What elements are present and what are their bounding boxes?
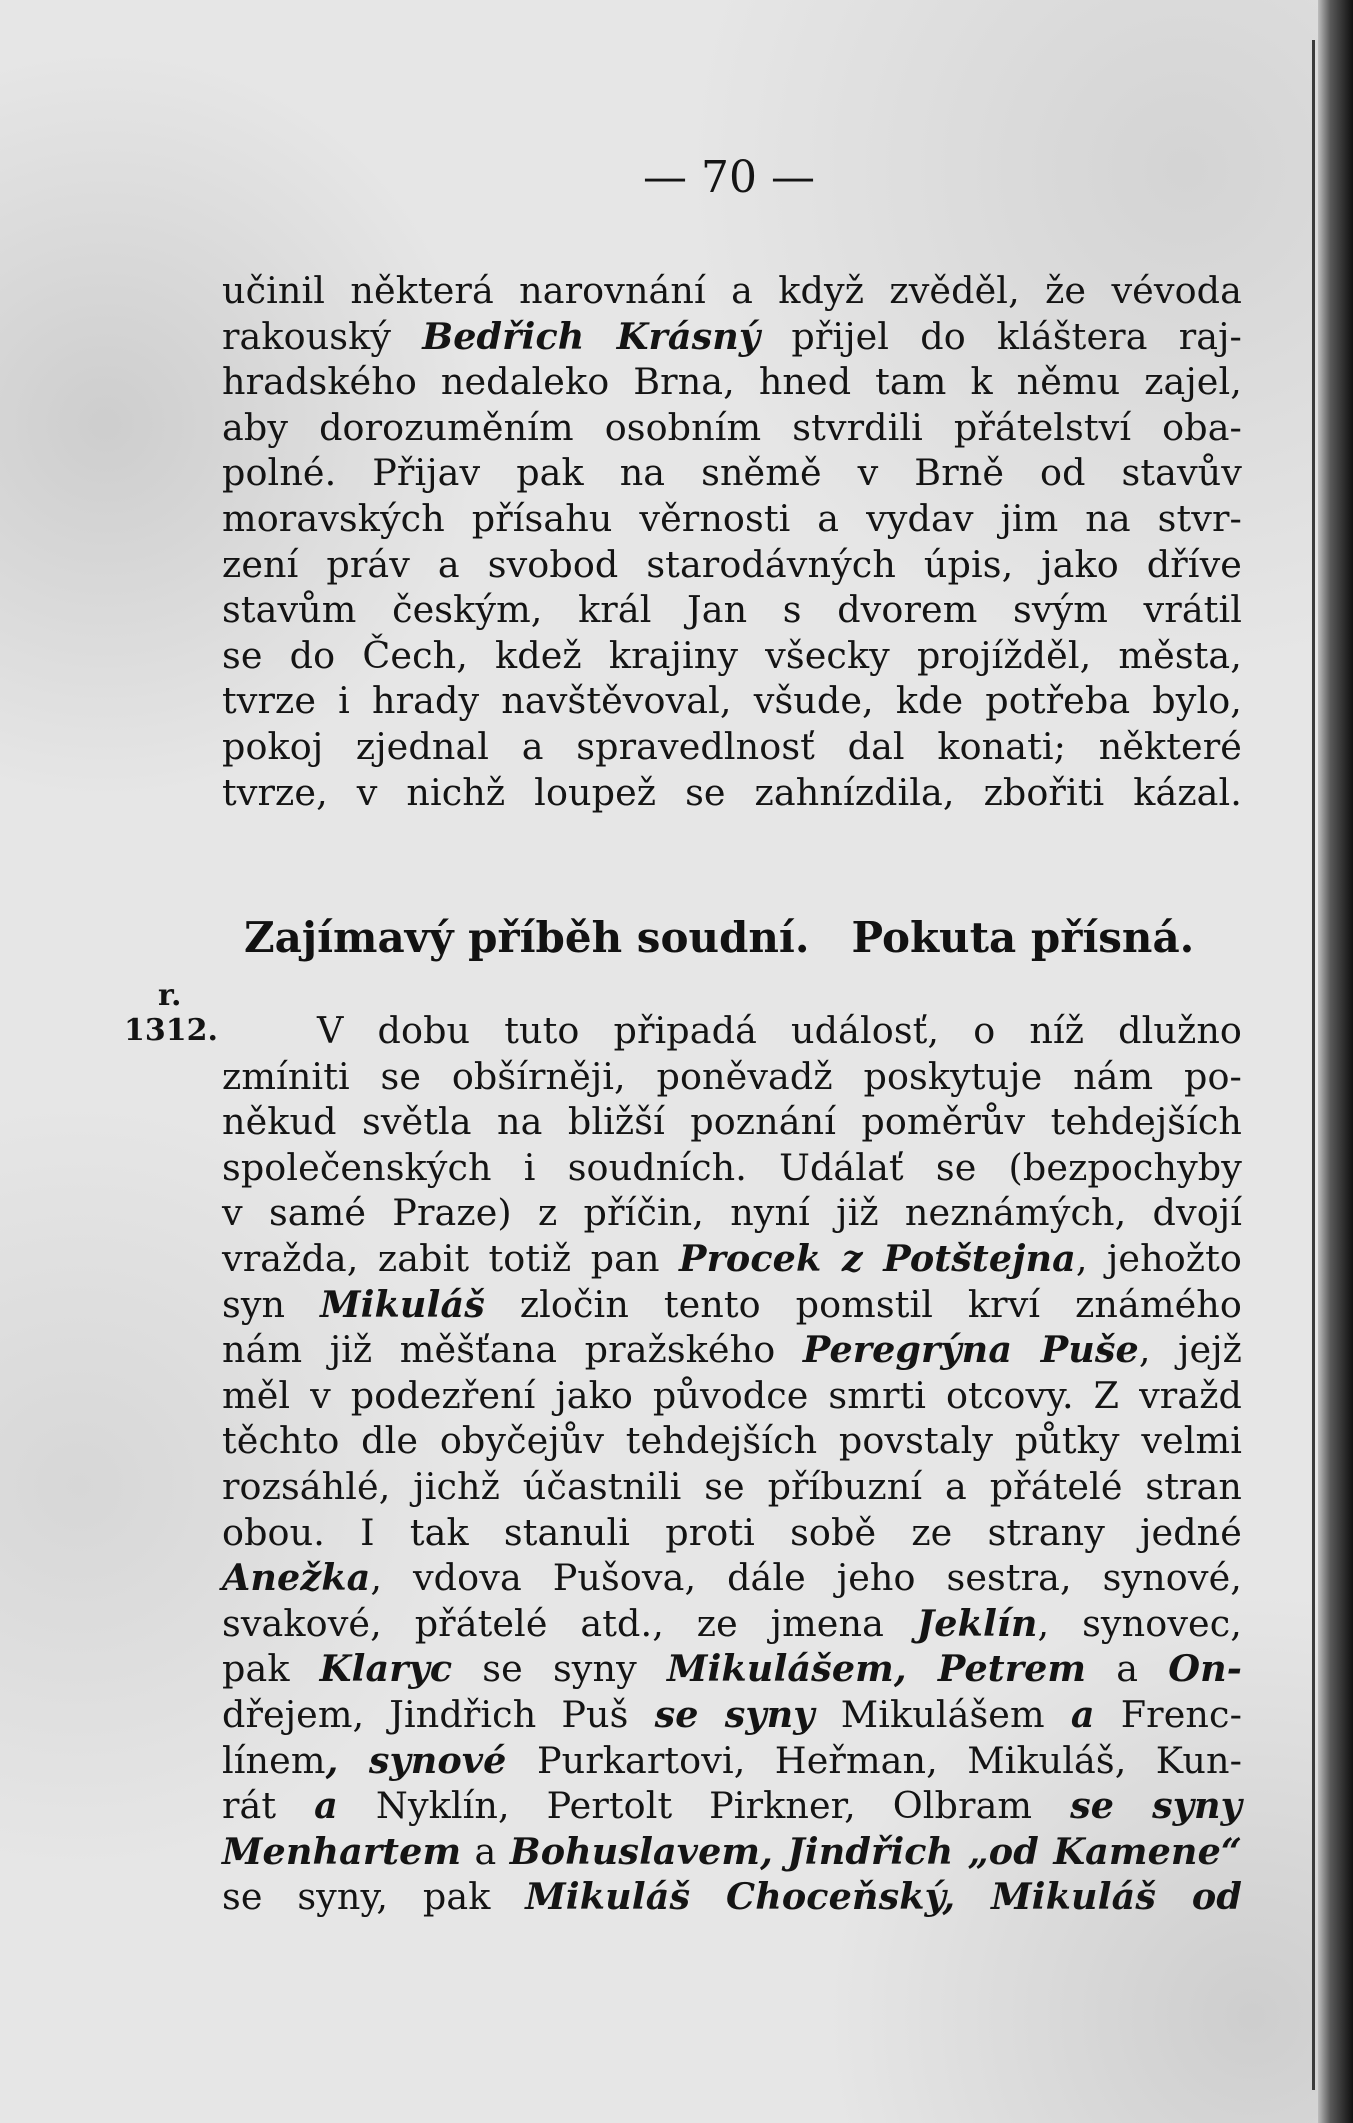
text-segment: vražda, zabit totiž pan xyxy=(222,1236,680,1280)
text-line xyxy=(222,450,1242,496)
italic-name: Menhartem xyxy=(222,1829,462,1873)
text-segment: stavům českým, král Jan s dvorem svým vrátil xyxy=(222,588,1242,632)
italic-name: Procek z Potštejna xyxy=(679,1236,1076,1280)
text-segment: aby dorozuměním osobním stvrdili přátelství oba- xyxy=(222,405,1242,449)
text-line xyxy=(222,268,1242,314)
italic-name: On- xyxy=(1168,1647,1242,1691)
text-segment: a xyxy=(1086,1647,1169,1691)
italic-name: Mikulášem, Petrem xyxy=(666,1647,1087,1691)
text-line xyxy=(222,1099,1242,1145)
text-segment: , jehožto xyxy=(1075,1236,1242,1280)
text-segment: pak xyxy=(222,1647,320,1691)
text-line xyxy=(222,1373,1242,1419)
text-segment: zločin tento pomstil krví známého xyxy=(484,1282,1242,1326)
text-segment: Mikulášem xyxy=(840,1692,1045,1736)
page-number: — 70 — xyxy=(643,152,815,203)
text-line xyxy=(222,633,1242,679)
text-line xyxy=(222,587,1242,633)
text-line xyxy=(222,1646,1242,1692)
italic-name: Bedřich Krásný xyxy=(422,314,761,358)
italic-name: se syny xyxy=(1032,1784,1242,1828)
text-line xyxy=(222,1829,1242,1875)
italic-name: Anežka xyxy=(222,1556,371,1600)
text-segment: Nyklín, Pertolt Pirkner, Olbram xyxy=(375,1784,1033,1828)
text-segment: společenských i soudních. Událať se (bezpochyby xyxy=(222,1145,1242,1189)
text-line xyxy=(222,359,1242,405)
text-line xyxy=(222,770,1242,816)
paragraph-1 xyxy=(222,268,1242,815)
italic-name: Mikuláš xyxy=(320,1282,485,1326)
text-segment: a xyxy=(461,1829,510,1873)
italic-name: Mikuláš Choceňský, Mikuláš od xyxy=(525,1875,1242,1919)
italic-name: Bohuslavem, Jindřich „od Kamene“ xyxy=(509,1829,1242,1873)
text-segment: syn xyxy=(222,1282,321,1326)
text-line xyxy=(222,1874,1242,1920)
margin-note-label: r. xyxy=(158,978,182,1013)
text-segment: rakouský xyxy=(222,314,423,358)
text-line xyxy=(222,542,1242,588)
text-segment: se syny, pak xyxy=(222,1875,526,1919)
text-line xyxy=(222,314,1242,360)
text-line xyxy=(222,1054,1242,1100)
italic-name: se syny xyxy=(628,1692,841,1736)
text-line xyxy=(222,1008,1242,1054)
italic-name: a xyxy=(1044,1692,1121,1736)
text-line xyxy=(222,1145,1242,1191)
text-segment: Frenc- xyxy=(1120,1692,1243,1736)
text-segment: zmíniti se obšírněji, poněvadž poskytuje nám po- xyxy=(222,1054,1242,1098)
text-segment: svakové, přátelé atd., ze jmena xyxy=(222,1601,917,1645)
text-segment: tvrze i hrady navštěvoval, všude, kde potřeba bylo, xyxy=(222,679,1242,723)
italic-name: Klaryc xyxy=(319,1647,453,1691)
text-segment: rozsáhlé, jichž účastnili se příbuzní a přátelé stran xyxy=(222,1464,1242,1508)
text-segment: moravských přísahu věrnosti a vydav jim na stvr- xyxy=(222,496,1242,540)
paragraph-2 xyxy=(222,1008,1242,1920)
italic-name: Jeklín xyxy=(916,1601,1038,1645)
text-line xyxy=(222,1464,1242,1510)
text-segment: těchto dle obyčejův tehdejších povstaly půtky velmi xyxy=(222,1419,1242,1463)
italic-name: a xyxy=(276,1784,376,1828)
text-segment: se syny xyxy=(452,1647,667,1691)
text-segment: měl v podezření jako původce smrti otcovy. Z vražd xyxy=(222,1373,1242,1417)
text-segment: hradského nedaleko Brna, hned tam k němu zajel, xyxy=(222,360,1242,404)
text-line xyxy=(222,1327,1242,1373)
text-segment: dřejem, Jindřich Puš xyxy=(222,1692,629,1736)
text-line xyxy=(222,678,1242,724)
text-line xyxy=(222,1510,1242,1556)
heading-part-1: Zajímavý příběh soudní. xyxy=(244,913,810,962)
text-segment: zení práv a svobod starodávných úpis, jako dříve xyxy=(222,542,1242,586)
text-line xyxy=(222,1555,1242,1601)
text-segment: , synovec, xyxy=(1037,1601,1242,1645)
text-line xyxy=(222,1236,1242,1282)
margin-note-year: 1312. xyxy=(124,1013,218,1048)
text-segment: v samé Praze) z příčin, nyní již neznámých, dvojí xyxy=(222,1191,1242,1235)
page-shadow-edge xyxy=(1318,0,1353,2123)
text-line xyxy=(222,1738,1242,1784)
text-segment: tvrze, v nichž loupež se zahnízdila, zbořiti kázal. xyxy=(222,770,1242,814)
text-segment: nám již měšťana pražského xyxy=(222,1328,803,1372)
text-segment: učinil některá narovnání a když zvěděl, že vévoda xyxy=(222,269,1242,312)
text-line xyxy=(222,1783,1242,1829)
italic-name: Peregrýna Puše xyxy=(802,1328,1139,1372)
text-segment: obou. I tak stanuli proti sobě ze strany jedné xyxy=(222,1510,1242,1554)
text-segment: rát xyxy=(222,1784,277,1828)
text-segment: přijel do kláštera raj- xyxy=(760,314,1242,358)
text-segment: V dobu tuto připadá událosť, o níž dlužno xyxy=(317,1009,1242,1052)
text-segment: polné. Přijav pak na sněmě v Brně od stavův xyxy=(222,451,1242,495)
text-segment: línem xyxy=(222,1738,326,1782)
text-segment: , jejž xyxy=(1138,1328,1242,1372)
text-line xyxy=(222,1692,1242,1738)
text-line xyxy=(222,496,1242,542)
text-segment: pokoj zjednal a spravedlnosť dal konati; některé xyxy=(222,724,1242,768)
italic-name: , synové xyxy=(325,1738,537,1782)
section-heading xyxy=(244,913,1224,962)
text-segment: Purkartovi, Heřman, Mikuláš, Kun- xyxy=(536,1738,1243,1782)
text-segment: , vdova Pušova, dále jeho sestra, synové, xyxy=(370,1556,1242,1600)
text-line xyxy=(222,1282,1242,1328)
text-line xyxy=(222,405,1242,451)
text-segment: někud světla na bližší poznání poměrův tehdejších xyxy=(222,1100,1242,1144)
text-line xyxy=(222,1418,1242,1464)
text-line xyxy=(222,1601,1242,1647)
page-binding-edge xyxy=(1312,40,1315,2090)
text-line xyxy=(222,724,1242,770)
text-line xyxy=(222,1190,1242,1236)
heading-part-2: Pokuta přísná. xyxy=(851,913,1195,962)
text-segment: se do Čech, kdež krajiny všecky projížděl, města, xyxy=(222,633,1242,677)
